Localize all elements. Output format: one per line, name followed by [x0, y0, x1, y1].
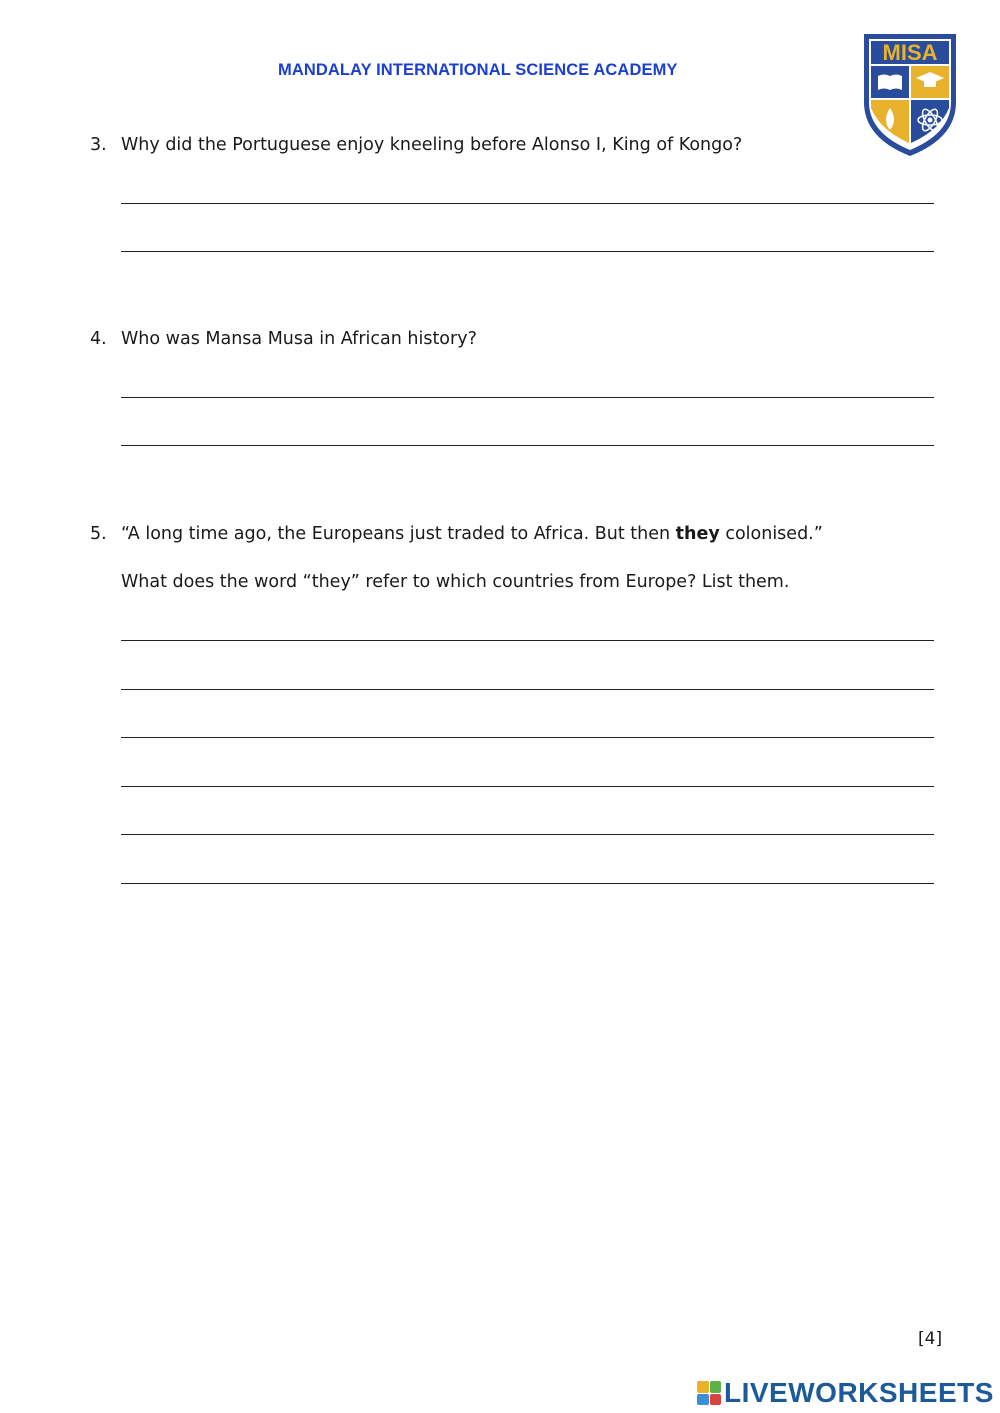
- question-3-number: 3.: [90, 135, 107, 155]
- answer-line[interactable]: [121, 397, 934, 398]
- quote-bold-word: they: [675, 524, 720, 544]
- question-5-quote: [121, 524, 823, 544]
- answer-line[interactable]: [121, 834, 934, 835]
- question-5-number: 5.: [90, 524, 107, 544]
- school-name: MANDALAY INTERNATIONAL SCIENCE ACADEMY: [278, 61, 678, 79]
- question-3-text: Why did the Portuguese enjoy kneeling before Alonso I, King of Kongo?: [121, 135, 743, 155]
- marks-label: [4]: [918, 1329, 943, 1349]
- crest-lettering: MISA: [882, 40, 938, 65]
- answer-line[interactable]: [121, 445, 934, 446]
- answer-line[interactable]: [121, 883, 934, 884]
- answer-line[interactable]: [121, 737, 934, 738]
- question-4-number: 4.: [90, 329, 107, 349]
- answer-line[interactable]: [121, 251, 934, 252]
- question-5-subquestion: What does the word “they” refer to which countries from Europe? List them.: [121, 572, 790, 592]
- answer-line[interactable]: [121, 640, 934, 641]
- liveworksheets-text: LIVEWORKSHEETS: [724, 1377, 994, 1408]
- answer-line[interactable]: [121, 689, 934, 690]
- liveworksheets-icon: [697, 1381, 721, 1405]
- quote-part-1: “A long time ago, the Europeans just traded to Africa. But then: [121, 524, 676, 544]
- answer-line[interactable]: [121, 786, 934, 787]
- school-crest-logo: [860, 30, 960, 158]
- answer-line[interactable]: [121, 203, 934, 204]
- liveworksheets-watermark[interactable]: [697, 1378, 994, 1408]
- quote-part-2: colonised.”: [719, 524, 823, 544]
- question-4-text: Who was Mansa Musa in African history?: [121, 329, 477, 349]
